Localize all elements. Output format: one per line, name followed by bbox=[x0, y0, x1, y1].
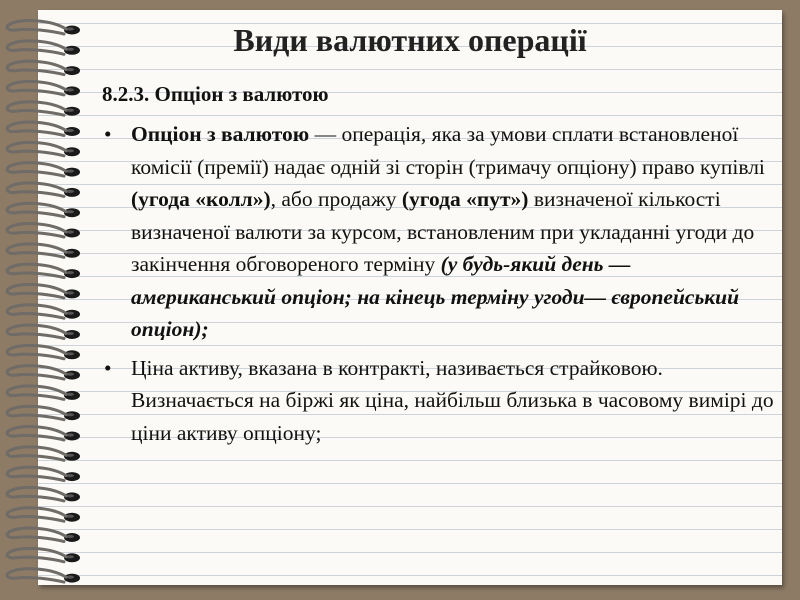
spiral-ring bbox=[7, 305, 80, 319]
bullet-item bbox=[104, 118, 776, 346]
spiral-ring bbox=[7, 508, 80, 522]
spiral-ring bbox=[7, 203, 80, 217]
spiral-ring bbox=[7, 569, 80, 583]
spiral-ring bbox=[7, 366, 80, 380]
spiral-ring bbox=[7, 224, 80, 238]
bullet-text: — операція, яка за умови сплати встановленої комісії (премії) надає одній зі сторін (тримачу опціону) право купівлі bbox=[131, 122, 765, 179]
section-subtitle: 8.2.3. Опціон з валютою bbox=[102, 82, 329, 106]
bullet-text: визначеної кількості визначеної валюти за курсом, встановленим при укладанні угоди до закінчення обговореного терміну bbox=[131, 187, 755, 276]
put-option-term: (угода «пут») bbox=[401, 187, 529, 211]
spiral-ring bbox=[7, 467, 80, 481]
spiral-ring bbox=[7, 548, 80, 562]
spiral-ring bbox=[7, 264, 80, 278]
spiral-ring bbox=[7, 244, 80, 258]
spiral-ring bbox=[7, 528, 80, 542]
page-title: Види валютних операції bbox=[233, 22, 587, 58]
bullet-item bbox=[104, 352, 776, 450]
spiral-ring bbox=[7, 61, 80, 75]
bullet-text: Ціна активу, вказана в контракті, називається страйковою. Визначається на біржі як ціна, найбільш близька в часовому вимірі до ціни активу опціону; bbox=[131, 355, 774, 445]
spiral-ring bbox=[7, 386, 80, 400]
spiral-ring bbox=[7, 406, 80, 420]
spiral-ring bbox=[7, 427, 80, 441]
spiral-ring bbox=[7, 447, 80, 461]
spiral-ring bbox=[7, 163, 80, 177]
bullet-marker: • bbox=[104, 122, 112, 146]
bullet-term: Опціон з валютою bbox=[131, 122, 310, 146]
spiral-ring bbox=[7, 81, 80, 95]
bullet-marker: • bbox=[104, 355, 112, 380]
bullet-text: , або продажу bbox=[270, 187, 402, 211]
spiral-ring bbox=[7, 122, 80, 136]
call-option-term: (угода «колл») bbox=[131, 187, 271, 211]
spiral-ring bbox=[7, 284, 80, 298]
spiral-ring bbox=[7, 183, 80, 197]
spiral-ring bbox=[7, 345, 80, 359]
notebook-spiral-icon bbox=[0, 0, 100, 600]
spiral-ring bbox=[7, 325, 80, 339]
spiral-ring bbox=[7, 142, 80, 156]
spiral-ring bbox=[7, 487, 80, 501]
option-types-note: (у будь-який день — американський опціон; на кінець терміну угоди— європейський опціон); bbox=[131, 252, 740, 341]
spiral-ring bbox=[7, 102, 80, 116]
bullet-list bbox=[104, 118, 776, 455]
